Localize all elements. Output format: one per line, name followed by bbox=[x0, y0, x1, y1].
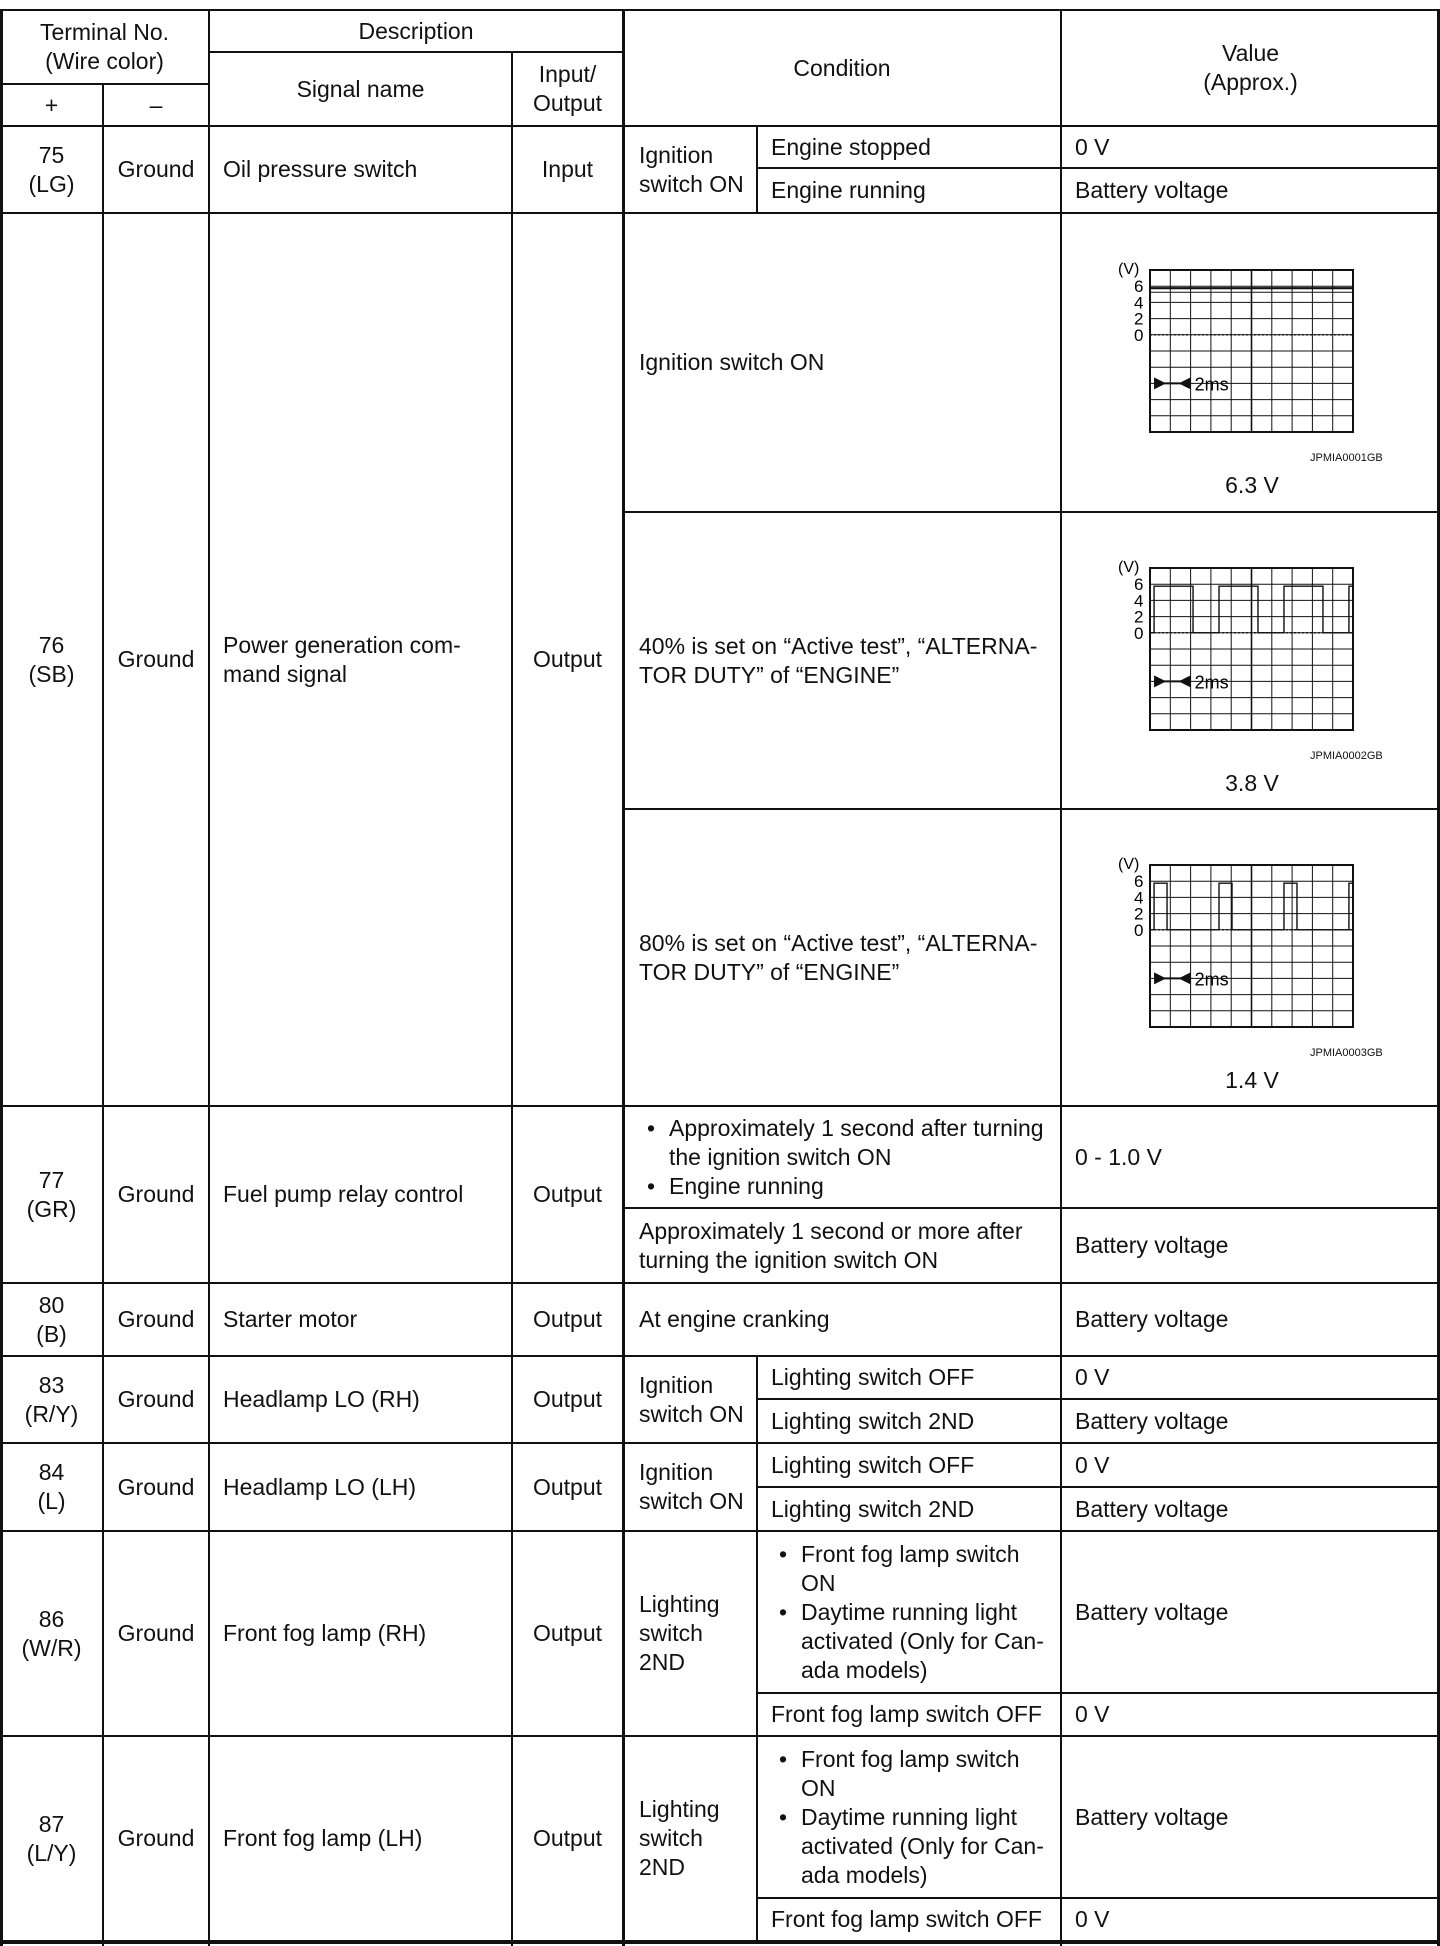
signal-line: mand signal bbox=[223, 660, 348, 687]
scope-tick-label: 4 bbox=[1134, 293, 1144, 313]
condition-84 bbox=[623, 1443, 757, 1531]
scope-tick-label: 6 bbox=[1134, 277, 1144, 297]
terminal-number: 83 bbox=[38, 1371, 65, 1398]
signal-84: Headlamp LO (LH) bbox=[223, 1473, 417, 1500]
bullet-line: activated (Only for Can- bbox=[801, 1627, 1044, 1654]
io-77: Output bbox=[532, 1181, 603, 1207]
bullet-item bbox=[669, 1114, 1044, 1172]
scope-tick-label: 0 bbox=[1134, 920, 1144, 940]
figure-code: JPMIA0002GB bbox=[1310, 750, 1383, 762]
bullet-list bbox=[639, 1114, 1044, 1201]
value-87-2: 0 V bbox=[1075, 1906, 1110, 1932]
header-approx-label: (Approx.) bbox=[1203, 69, 1298, 95]
header-signal-name: Signal name bbox=[296, 75, 425, 102]
value-86-1: Battery voltage bbox=[1075, 1598, 1229, 1625]
header-input-label: Input/ bbox=[538, 61, 597, 87]
condition-line: switch ON bbox=[639, 170, 744, 197]
arrow-left-icon bbox=[1179, 377, 1191, 389]
oscilloscope-waveform-1-4v bbox=[1100, 847, 1400, 1092]
scope-unit-label: (V) bbox=[1118, 856, 1140, 873]
value-77-1: 0 - 1.0 V bbox=[1075, 1143, 1162, 1170]
value-84-1: 0 V bbox=[1075, 1451, 1110, 1478]
bullet-item bbox=[801, 1745, 1044, 1803]
condition-line: Ignition bbox=[639, 1371, 714, 1398]
bullet-line: ada models) bbox=[801, 1656, 928, 1683]
header-terminal-no bbox=[0, 10, 209, 84]
bullet-line: activated (Only for Can- bbox=[801, 1832, 1044, 1859]
bullet-item bbox=[801, 1540, 1044, 1598]
terminal-number: 84 bbox=[38, 1459, 65, 1485]
signal-87: Front fog lamp (LH) bbox=[223, 1825, 423, 1851]
subcondition-84-1: Lighting switch OFF bbox=[771, 1451, 975, 1478]
header-terminal-no-label: Terminal No. bbox=[39, 19, 170, 45]
subcondition-86-1 bbox=[757, 1531, 1061, 1693]
condition-line: 2ND bbox=[639, 1649, 686, 1675]
terminal-80 bbox=[0, 1283, 103, 1356]
io-87: Output bbox=[532, 1825, 603, 1851]
ground-86: Ground bbox=[117, 1620, 195, 1646]
terminal-84 bbox=[0, 1443, 103, 1531]
condition-line: 2ND bbox=[639, 1854, 686, 1880]
condition-line: turning the ignition switch ON bbox=[639, 1246, 939, 1273]
value-83-1: 0 V bbox=[1075, 1364, 1110, 1390]
bullet-line: • Front fog lamp switch bbox=[801, 1745, 1020, 1772]
subcondition-75-1: Engine stopped bbox=[771, 133, 931, 160]
subcondition-87-2: Front fog lamp switch OFF bbox=[771, 1906, 1042, 1932]
io-80: Output bbox=[532, 1306, 603, 1332]
signal-86: Front fog lamp (RH) bbox=[223, 1620, 427, 1646]
value-80: Battery voltage bbox=[1075, 1306, 1229, 1332]
scope-tick-label: 2 bbox=[1134, 309, 1144, 329]
condition-77-2 bbox=[623, 1208, 1061, 1283]
arrow-left-icon bbox=[1179, 675, 1191, 687]
subcondition-83-2: Lighting switch 2ND bbox=[771, 1407, 975, 1434]
bullet-list bbox=[771, 1540, 1044, 1685]
io-86: Output bbox=[532, 1620, 603, 1646]
wire-color: (R/Y) bbox=[24, 1400, 79, 1427]
oscilloscope-waveform-6-3v bbox=[1100, 252, 1400, 497]
ground-77: Ground bbox=[117, 1181, 195, 1207]
ground-83: Ground bbox=[117, 1386, 195, 1412]
condition-76-1: Ignition switch ON bbox=[639, 349, 825, 375]
wire-color: (GR) bbox=[26, 1195, 77, 1222]
figure-code: JPMIA0001GB bbox=[1310, 452, 1383, 464]
bullet-list bbox=[771, 1745, 1044, 1890]
wire-color: (L/Y) bbox=[26, 1839, 77, 1866]
header-value bbox=[1061, 10, 1440, 126]
condition-86 bbox=[623, 1531, 757, 1736]
io-83: Output bbox=[532, 1386, 603, 1412]
terminal-83 bbox=[0, 1356, 103, 1443]
header-description: Description bbox=[358, 17, 474, 44]
waveform-value: 1.4 V bbox=[1225, 1067, 1279, 1093]
bullet-line: ON bbox=[801, 1774, 836, 1801]
ground-87: Ground bbox=[117, 1825, 195, 1851]
arrow-right-icon bbox=[1154, 675, 1166, 687]
scope-tick-label: 2 bbox=[1134, 607, 1144, 627]
terminal-number: 87 bbox=[38, 1810, 65, 1837]
ground-75: Ground bbox=[117, 156, 195, 182]
condition-line: 40% is set on “Active test”, “ALTERNA- bbox=[639, 632, 1038, 659]
scope-tick-label: 0 bbox=[1134, 325, 1144, 345]
signal-83: Headlamp LO (RH) bbox=[223, 1386, 420, 1412]
condition-line: switch bbox=[639, 1825, 703, 1851]
arrow-right-icon bbox=[1154, 377, 1166, 389]
wire-color: (L) bbox=[37, 1488, 66, 1514]
subcondition-87-1 bbox=[757, 1736, 1061, 1898]
subcondition-75-2: Engine running bbox=[771, 177, 926, 203]
signal-75: Oil pressure switch bbox=[223, 156, 418, 182]
bullet-item bbox=[669, 1172, 1044, 1201]
waveform-value: 6.3 V bbox=[1225, 472, 1279, 498]
time-division-label: 2ms bbox=[1194, 374, 1229, 395]
condition-80: At engine cranking bbox=[639, 1306, 830, 1332]
condition-line: TOR DUTY” of “ENGINE” bbox=[639, 661, 900, 688]
value-83-2: Battery voltage bbox=[1075, 1407, 1229, 1434]
bullet-line: the ignition switch ON bbox=[669, 1143, 892, 1170]
terminal-number: 76 bbox=[38, 631, 65, 658]
io-84: Output bbox=[532, 1473, 603, 1500]
value-75-2: Battery voltage bbox=[1075, 177, 1229, 203]
signal-77: Fuel pump relay control bbox=[223, 1181, 464, 1207]
header-condition: Condition bbox=[793, 54, 891, 81]
terminal-76 bbox=[0, 213, 103, 1106]
time-division-label: 2ms bbox=[1194, 969, 1229, 990]
condition-76-3 bbox=[623, 809, 1061, 1106]
header-wire-color-label: (Wire color) bbox=[45, 48, 164, 74]
value-86-2: 0 V bbox=[1075, 1701, 1110, 1727]
ground-84: Ground bbox=[117, 1473, 195, 1500]
value-75-1: 0 V bbox=[1075, 133, 1110, 160]
condition-75 bbox=[623, 126, 757, 213]
value-87-1: Battery voltage bbox=[1075, 1803, 1229, 1830]
subcondition-83-1: Lighting switch OFF bbox=[771, 1364, 975, 1390]
header-input-output bbox=[512, 52, 623, 126]
terminal-77 bbox=[0, 1106, 103, 1283]
header-minus: – bbox=[149, 91, 163, 118]
terminal-number: 75 bbox=[38, 141, 65, 168]
terminal-number: 86 bbox=[38, 1605, 65, 1632]
condition-83 bbox=[623, 1356, 757, 1443]
ground-76: Ground bbox=[117, 646, 195, 672]
scope-unit-label: (V) bbox=[1118, 261, 1140, 278]
bullet-line: • Front fog lamp switch bbox=[801, 1540, 1020, 1567]
condition-line: Ignition bbox=[639, 141, 714, 168]
condition-line: Lighting bbox=[639, 1796, 720, 1822]
value-77-2: Battery voltage bbox=[1075, 1232, 1229, 1258]
subcondition-84-2: Lighting switch 2ND bbox=[771, 1495, 975, 1522]
bullet-line: • Daytime running light bbox=[801, 1803, 1018, 1830]
scope-unit-label: (V) bbox=[1118, 559, 1140, 576]
condition-line: Lighting bbox=[639, 1591, 720, 1617]
subcondition-86-2: Front fog lamp switch OFF bbox=[771, 1701, 1042, 1727]
condition-76-2 bbox=[623, 512, 1061, 809]
terminal-86 bbox=[0, 1531, 103, 1736]
oscilloscope-waveform-3-8v bbox=[1100, 550, 1400, 795]
bullet-line: • Approximately 1 second after turning bbox=[669, 1114, 1044, 1141]
condition-line: 80% is set on “Active test”, “ALTERNA- bbox=[639, 929, 1038, 956]
value-84-2: Battery voltage bbox=[1075, 1495, 1229, 1522]
condition-line: switch bbox=[639, 1620, 703, 1646]
io-76: Output bbox=[532, 646, 603, 672]
header-plus: + bbox=[44, 91, 59, 118]
io-75: Input bbox=[541, 156, 594, 182]
wire-color: (SB) bbox=[28, 660, 75, 687]
waveform-value: 3.8 V bbox=[1225, 770, 1279, 796]
signal-80: Starter motor bbox=[223, 1306, 358, 1332]
bullet-item bbox=[801, 1598, 1044, 1685]
time-division-label: 2ms bbox=[1194, 672, 1229, 693]
condition-line: switch ON bbox=[639, 1488, 744, 1514]
figure-code: JPMIA0003GB bbox=[1310, 1047, 1383, 1059]
scope-tick-label: 4 bbox=[1134, 888, 1144, 908]
bullet-line: ON bbox=[801, 1569, 836, 1596]
ground-80: Ground bbox=[117, 1306, 195, 1332]
arrow-right-icon bbox=[1154, 972, 1166, 984]
header-value-label: Value bbox=[1221, 40, 1280, 66]
condition-line: switch ON bbox=[639, 1400, 744, 1427]
terminal-number: 77 bbox=[38, 1166, 65, 1193]
condition-87 bbox=[623, 1736, 757, 1941]
bullet-line: • Daytime running light bbox=[801, 1598, 1018, 1625]
header-output-label: Output bbox=[532, 90, 603, 116]
terminal-number: 80 bbox=[38, 1291, 65, 1318]
scope-tick-label: 4 bbox=[1134, 591, 1144, 611]
bullet-line: ada models) bbox=[801, 1861, 928, 1888]
wire-color: (W/R) bbox=[21, 1634, 82, 1661]
bullet-line: • Engine running bbox=[669, 1172, 824, 1199]
scope-tick-label: 2 bbox=[1134, 904, 1144, 924]
arrow-left-icon bbox=[1179, 972, 1191, 984]
bullet-item bbox=[801, 1803, 1044, 1890]
condition-line: TOR DUTY” of “ENGINE” bbox=[639, 958, 900, 985]
terminal-75 bbox=[0, 126, 103, 213]
condition-77-1 bbox=[623, 1106, 1061, 1208]
signal-line: Power generation com- bbox=[223, 631, 461, 658]
condition-line: Ignition bbox=[639, 1459, 714, 1485]
wire-color: (LG) bbox=[28, 170, 75, 197]
scope-tick-label: 6 bbox=[1134, 872, 1144, 892]
terminal-87 bbox=[0, 1736, 103, 1941]
scope-tick-label: 0 bbox=[1134, 623, 1144, 643]
scope-tick-label: 6 bbox=[1134, 575, 1144, 595]
signal-76 bbox=[209, 213, 512, 1106]
wire-color: (B) bbox=[36, 1320, 67, 1347]
condition-line: Approximately 1 second or more after bbox=[639, 1217, 1023, 1244]
